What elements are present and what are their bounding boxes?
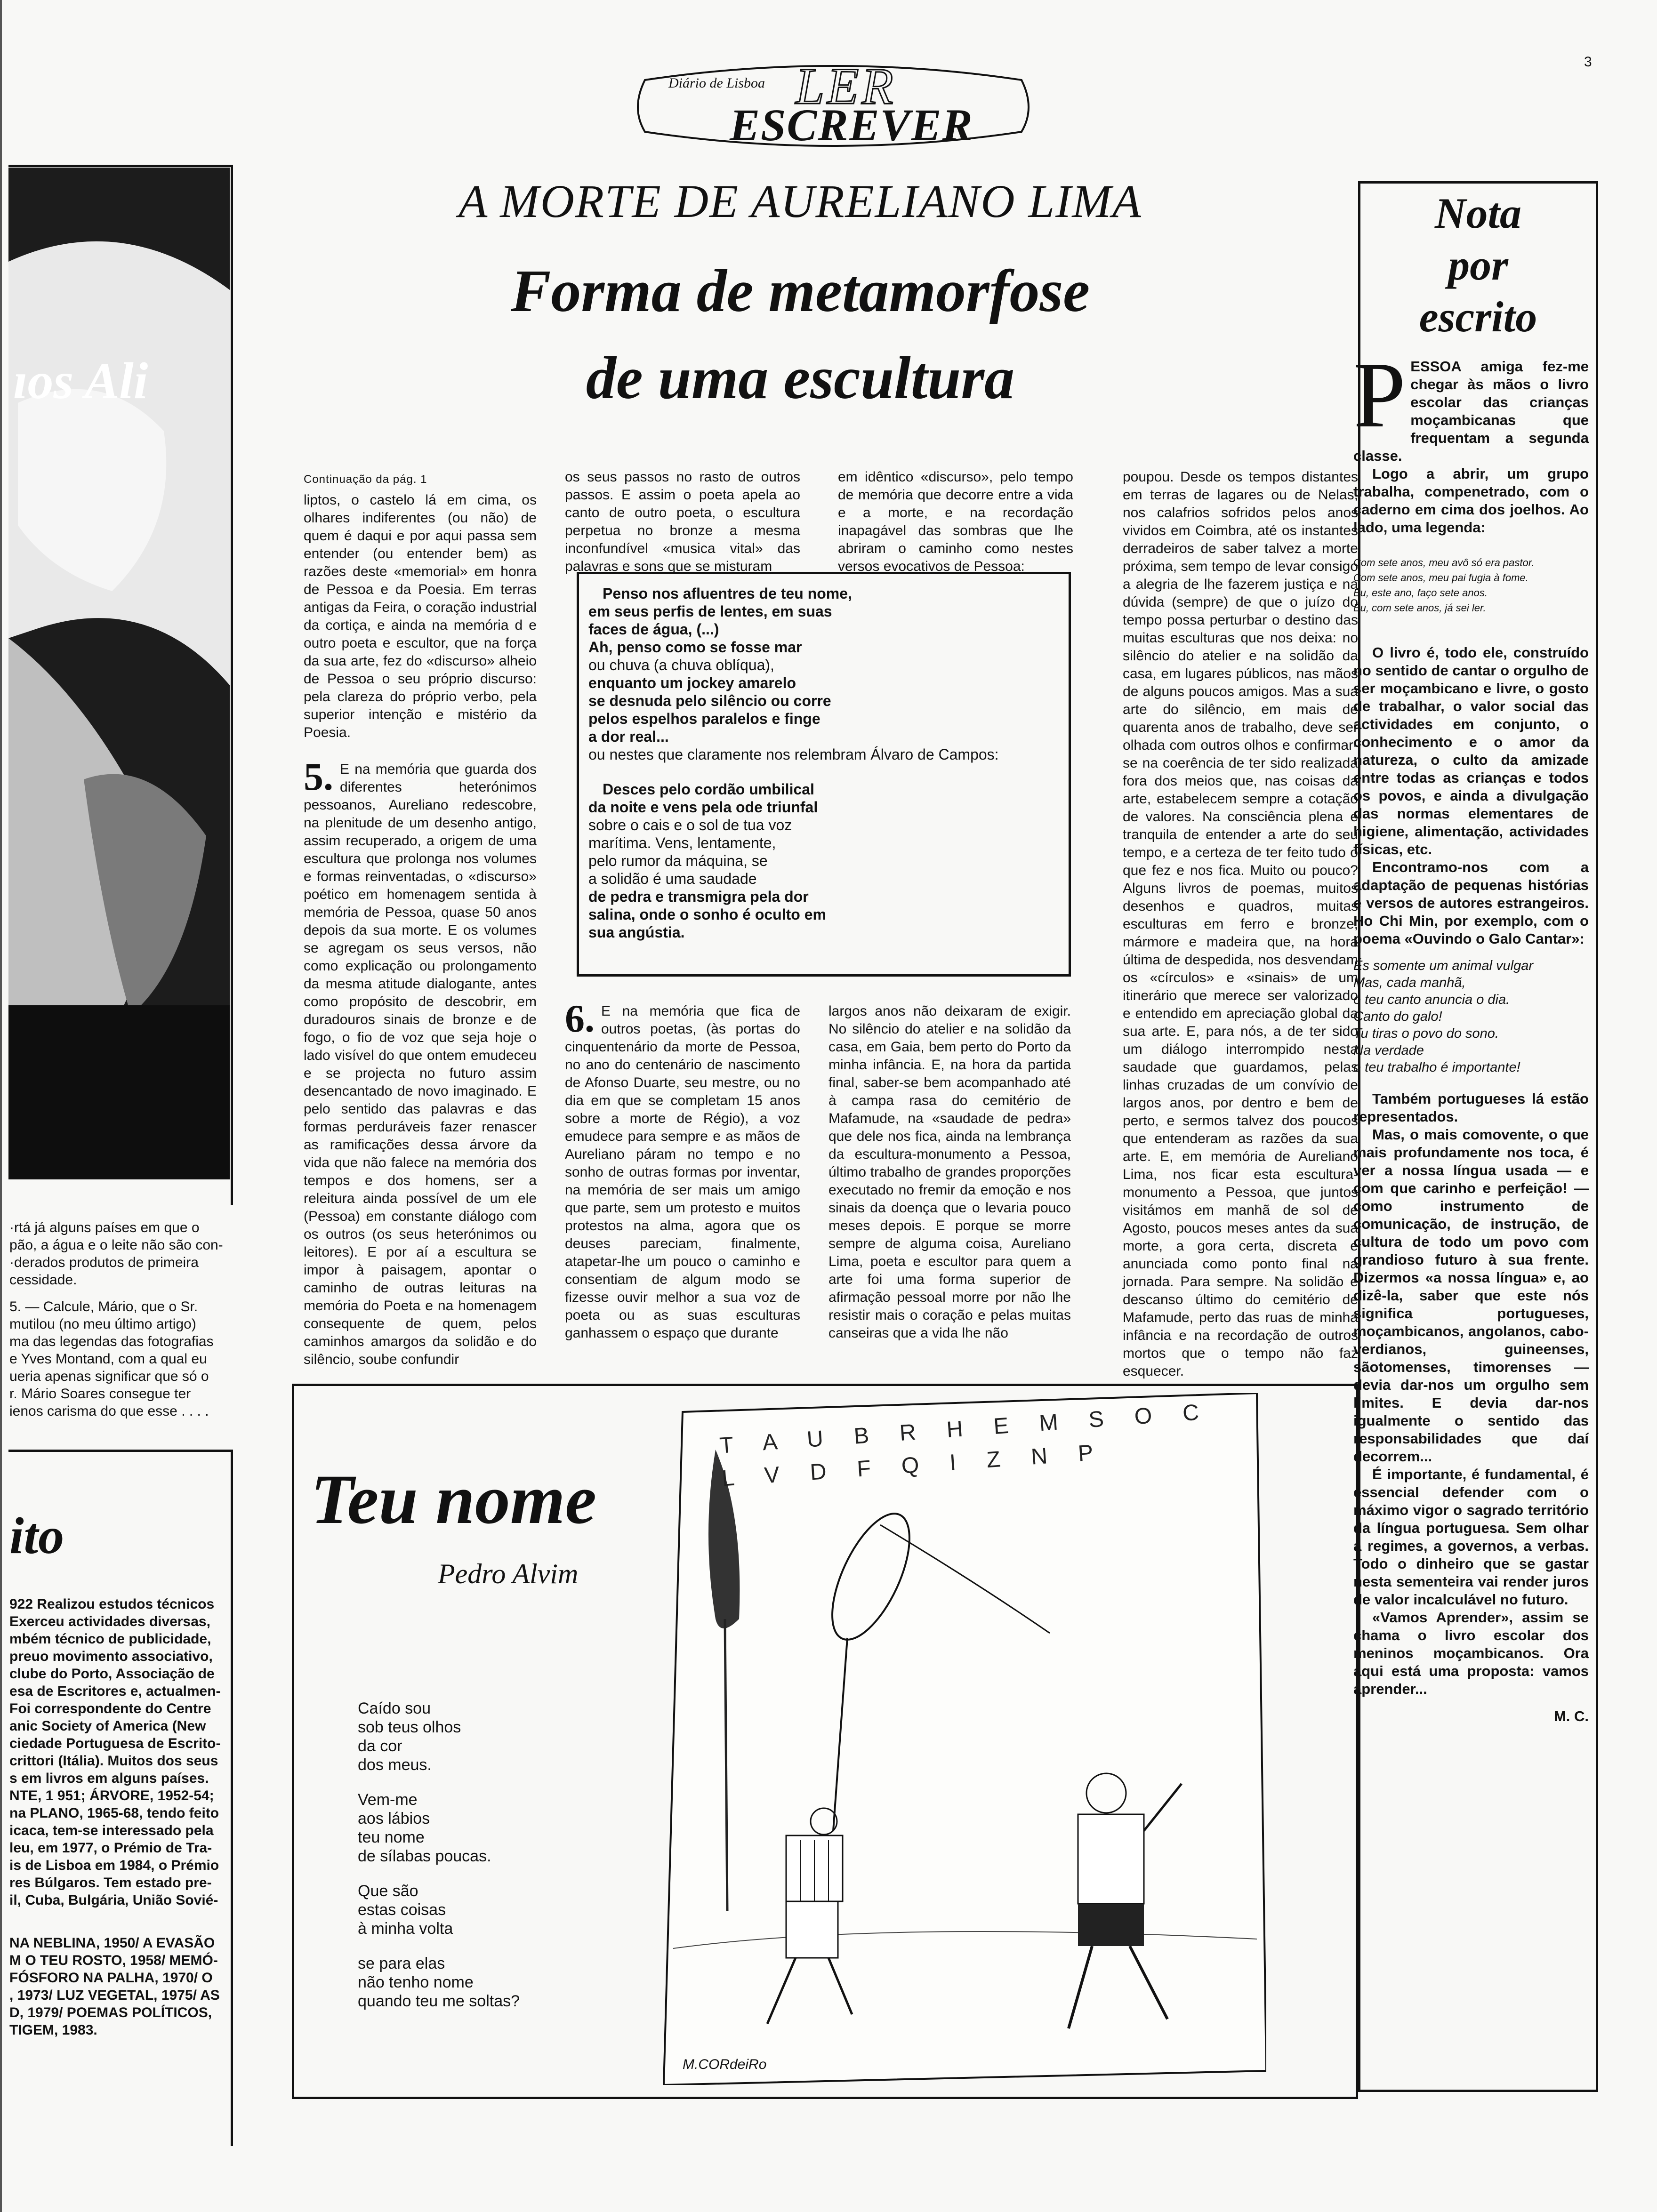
left-column-text xyxy=(9,1219,231,1420)
poem-line: ou nestes que claramente nos relembram Álvaro de Campos: xyxy=(588,746,999,763)
article-kicker: A MORTE DE AURELIANO LIMA xyxy=(458,175,1142,227)
sidebar-title-1: Nota xyxy=(1435,189,1521,237)
article-headline-1: Forma de metamorfose xyxy=(510,257,1090,324)
poem-verse: de sílabas poucas. xyxy=(358,1847,491,1865)
left-line: ienos carisma do que esse . . . . xyxy=(9,1403,209,1419)
left-line: ·derados produtos de primeira xyxy=(9,1255,199,1270)
page-number: 3 xyxy=(1584,54,1592,70)
teu-nome-poem xyxy=(358,1699,603,2011)
poem-line: em seus perfis de lentes, em suas xyxy=(588,603,832,620)
bio-line: res Búlgaros. Tem estado pre- xyxy=(9,1875,212,1891)
poem-verse: estas coisas xyxy=(358,1901,446,1919)
legend-line: Com sete anos, meu pai fugia à fome. xyxy=(1353,572,1528,584)
column-d-text: poupou. Desde os tempos distantes em terras de lagares ou de Nelas, nos calafrios sofridos pelos anos vividos em Coimbra, até os instantes derradeiros de saber talvez a morte próxima, sem tempo de levar consigo a alegria de lhe fazerem justiça e na dúvida (sempre) de que o juízo do tempo possa perturbar o destino das muitas esculturas que nos deixa: no silêncio do atelier e na solidão da casa, em lugares públicos, nas mãos de alguns poucos amigos. Mas a sua arte do silêncio, em mais de quarenta anos de trabalho, deve ser olhada com outros olhos e confirmar-se na coerência de ter sido realizada fora dos meios que, nas coisas da arte, estabelecem sempre a cotação de valores. Na consciência plena e tranquila de entender a arte do seu tempo, e a certeza de ter feito tudo o que fez e nos fica. Muito ou pouco? Alguns livros de poemas, muitos desenhos e quadros, muitas esculturas em ferro e bronze, mármore e madeira que, na hora última de despedida, nos desvendam os «círculos» e «sinais» de um itinerário que merece ser valorizado e entendido em apreciação global da sua arte. E, para nós, a de ter sido um diálogo interrompido nesta saudade que guardamos, pelas linhas cruzadas de um convívio de largos anos, por dentro e bem de perto, e sermos talvez dos poucos que entenderam as razões da sua arte. E, em memória de Aureliano Lima, nos ficar esta escultura-monumento a Pessoa, que juntos visitámos em manhã de sol de Agosto, poucos meses antes da sua morte, a gora certa, discreta e anunciada como ponto final na jornada. Para sempre. Na solidão e descanso último do cemitério de Mafamude, perto das ruas de minha infância e na recordação de outros mortos que o tempo não faz esquecer. xyxy=(1123,469,1358,1379)
left-divider xyxy=(8,1450,232,1452)
left-strip-top-rule xyxy=(8,165,232,167)
left-line: 5. — Calcule, Mário, que o Sr. xyxy=(9,1299,198,1314)
article-headline-2: de uma escultura xyxy=(586,345,1015,411)
poem-line: enquanto um jockey amarelo xyxy=(588,674,796,691)
bio-line: ciedade Portuguesa de Escrito- xyxy=(9,1736,221,1751)
sidebar-title-2: por xyxy=(1448,241,1508,289)
sidebar-paragraph: Também portugueses lá estão representados. xyxy=(1353,1090,1589,1125)
section-6 xyxy=(565,997,800,1342)
sidebar-paragraph: É importante, é fundamental, é essencial defender com o máximo vigor o sagrado território da língua portuguesa. Sem olhar a regimes, a governos, a verbas. Todo o dinheiro que se gastar nesta sementeira vai render juros de valor incalculável no futuro. xyxy=(1353,1466,1589,1608)
poem-line: Desces pelo cordão umbilical xyxy=(603,781,814,798)
galo-line: o teu trabalho é importante! xyxy=(1353,1060,1520,1075)
poem-verse: à minha volta xyxy=(358,1920,453,1938)
poem-line: Ah, penso como se fosse mar xyxy=(588,639,802,656)
illustration-drawing xyxy=(645,1393,1266,2085)
bio-line: NTE, 1 951; ÁRVORE, 1952-54; xyxy=(9,1788,214,1803)
galo-line: Na verdade xyxy=(1353,1043,1424,1058)
works-line: NA NEBLINA, 1950/ A EVASÃO xyxy=(9,1935,215,1951)
galo-line: Tu tiras o povo do sono. xyxy=(1353,1026,1499,1041)
works-line: M O TEU ROSTO, 1958/ MEMÓ- xyxy=(9,1953,218,1968)
sidebar-paragraph: Encontramo-nos com a adaptação de pequenas histórias e versos de autores estrangeiros. Ho Chi Min, por exemplo, com o poema «Ouvindo o Galo Cantar»: xyxy=(1353,859,1589,947)
poem-box-content xyxy=(588,585,1064,941)
poem-line: faces de água, (...) xyxy=(588,621,719,638)
poem-verse: quando teu me soltas? xyxy=(358,1992,520,2010)
masthead-ler: LER xyxy=(796,57,896,115)
bio-line: anic Society of America (New xyxy=(9,1718,206,1734)
article-column-b-top xyxy=(565,468,800,576)
legend-line: Eu, com sete anos, já sei ler. xyxy=(1353,602,1486,614)
poem-verse: Caído sou xyxy=(358,1699,431,1717)
section-6-text: E na memória que fica de outros poetas, (às portas do cinquentenário da morte de Pessoa, no ano do centenário de nascimento de Afonso Duarte, seu mestre, ou no dia em que se completam 15 anos sobre a morte de Régio), a voz emudece para sempre e as mãos de Aureliano páram no tempo e no sonho de outras formas por inventar, na memória de ser mais um amigo que parte, sem um protesto e muitos protestos na alma, agora que os deuses pareciam, finalmente, atapetar-lhe um pouco o caminho e consentiam de algum modo se fizesse ouvir melhor a sua voz de poeta ou as suas esculturas ganhassem o espaço que durante xyxy=(565,1003,800,1341)
poem-verse: dos meus. xyxy=(358,1756,432,1774)
sidebar-paragraph: Mas, o mais comovente, o que mais profundamente nos toca, é ver a nossa língua usada — e com que carinho e perfeição! — como instrumento de comunicação, de instrução, de cultura de todo um povo com grandioso futuro à sua frente. Dizermos «a nossa língua» e, ao dizê-la, saber que este nós significa portugueses, moçambicanos, angolanos, cabo-verdianos, guineenses, sãotomenses, timorenses — devia dar-nos um orgulho sem limites. E devia dar-nos igualmente o sentido das responsabilidades que daí decorrem... xyxy=(1353,1126,1589,1465)
galo-line: Mas, cada manhã, xyxy=(1353,975,1466,990)
article-column-c-bottom xyxy=(828,1002,1071,1342)
masthead-paper: Diário de Lisboa xyxy=(668,75,765,91)
sidebar-legend xyxy=(1353,555,1589,616)
works-line: FÓSFORO NA PALHA, 1970/ O xyxy=(9,1970,213,1986)
bio-line: s em livros em alguns países. xyxy=(9,1771,209,1786)
illustration-signature: M.CORdeiRo xyxy=(683,2057,767,2072)
poem-verse: sob teus olhos xyxy=(358,1718,461,1736)
column-a-text: liptos, o castelo lá em cima, os olhares indiferentes (ou não) de quem é daqui e por aqui passa sem entender (ou entender bem) as razões deste «memorial» em honra de Pessoa e da Poesia. Em terras antigas da Feira, o coração industrial da cortiça, e ainda na memória d e outro poeta e escultor, que na força da sua arte, fez do «discurso» alheio de Pessoa o seu próprio discurso: pela clareza do próprio verbo, pela superior intenção e mistério da Poesia. xyxy=(304,492,537,740)
poem-line: Penso nos afluentres de teu nome, xyxy=(603,585,852,602)
left-strip-border xyxy=(0,0,2,2212)
poem-line: ou chuva (a chuva oblíqua), xyxy=(588,657,774,673)
poem-box xyxy=(577,572,1071,977)
bio-line: Foi correspondente do Centre xyxy=(9,1701,211,1716)
galo-line: Canto do galo! xyxy=(1353,1009,1442,1024)
teu-nome-title: Teu nome xyxy=(311,1460,597,1539)
sidebar-paragraph: «Vamos Aprender», assim se chama o livro escolar dos meninos moçambicanos. Ora aqui está uma proposta: vamos aprender... xyxy=(1353,1609,1589,1697)
legend-line: Eu, este ano, faço sete anos. xyxy=(1353,587,1488,599)
article-column-b-bottom xyxy=(565,997,800,1342)
left-photo xyxy=(8,168,230,1179)
poem-line: se desnuda pelo silêncio ou corre xyxy=(588,692,831,709)
poem-line: sobre o cais e o sol de tua voz xyxy=(588,817,792,834)
article-column-c-top xyxy=(838,468,1073,576)
illustration-letters: T A U B R H E M S O C L V D F Q I Z N P xyxy=(718,1399,1212,1491)
sidebar-intro-text: ESSOA amiga fez-me chegar às mãos o livro escolar das crianças moçambicanas que frequentam a segunda classe. xyxy=(1353,358,1589,464)
left-line: mutilou (no meu último artigo) xyxy=(9,1316,196,1332)
galo-line: o teu canto anuncia o dia. xyxy=(1353,992,1510,1007)
poem-line: de pedra e transmigra pela dor xyxy=(588,888,809,905)
poem-verse: se para elas xyxy=(358,1955,445,1972)
photo-caption-fragment: ıos Ali xyxy=(13,352,148,409)
poem-verse: não tenho nome xyxy=(358,1973,474,1991)
bio-line: esa de Escritores e, actualmen- xyxy=(9,1683,221,1699)
bio-line: mbém técnico de publicidade, xyxy=(9,1631,211,1647)
poem-line: sua angústia. xyxy=(588,924,685,941)
section-5-text: E na memória que guarda dos diferentes heterónimos pessoanos, Aureliano redescobre, na plenitude de um desenho antigo, assim recuperado, a origem de uma escultura que prolonga nos volumes e formas reinventadas, o «discurso» poético em homenagem sentida à memória de Pessoa, quase 50 anos depois da sua morte. E os volumes se agregam os seus versos, não como explicação ou prolongamento da mesma atitude dialogante, antes como propósito de descobrir, em duradouros sinais de bronze e de fogo, o fio de voz que seja hoje o lado visível do que ontem emudeceu e se projecta no futuro assim desencantado de novo imaginado. E pelo sentido das palavras e das formas perduráveis fazer renascer as ramificações dessa árvore da vida que não falece na memória dos tempos e dos homens, ser a releitura ainda possível de um ele (Pessoa) em constante diálogo com os outros (os seus heterónimos ou leitores). E por aí a escultura se impor à paisagem, apontar o caminho de outras leituras na memória do Poeta e na homenagem consequente de quem, pelos caminhos amargos da solidão e do silêncio, soube confundir xyxy=(304,761,537,1367)
poem-line: pelo rumor da máquina, se xyxy=(588,852,768,869)
works-line: TIGEM, 1983. xyxy=(9,2022,97,2038)
section-6-number: 6. xyxy=(565,997,595,1041)
bio-line: na PLANO, 1965-68, tendo feito xyxy=(9,1805,219,1821)
poem-line: a dor real... xyxy=(588,728,669,745)
ito-heading: ito xyxy=(9,1507,64,1564)
teu-nome-author: Pedro Alvim xyxy=(438,1558,579,1589)
bio-text xyxy=(9,1595,231,1909)
bio-line: 922 Realizou estudos técnicos xyxy=(9,1596,215,1612)
drop-cap: P xyxy=(1353,343,1406,447)
poem-line: a solidão é uma saudade xyxy=(588,870,757,887)
galo-poem xyxy=(1353,957,1589,1076)
bio-line: icaca, tem-se interessado pela xyxy=(9,1823,214,1838)
sidebar-paragraph: O livro é, todo ele, construído no sentido de cantar o orgulho de ser moçambicano e livre, o gosto de trabalhar, o valor social das actividades em conjunto, o conhecimento e o amor da natureza, o culto da amizade entre todas as crianças e todos os povos, e ainda a divulgação das normas elementares de higiene, alimentação, actividades físicas, etc. xyxy=(1353,644,1589,858)
left-line: ueria apenas significar que só o xyxy=(9,1369,209,1384)
left-strip-right-rule xyxy=(231,165,233,1205)
column-c-bottom-text: largos anos não deixaram de exigir. No silêncio do atelier e na solidão da casa, em Gaia, bem perto do Porto da minha infância. E, na hora da partida final, saber-se bem acompanhado até à campa rasa do cemitério de Mafamude, na «saudade de pedra» que dele nos fica, ainda na lembrança da escultura-monumento a Pessoa, último trabalho de grandes proporções executado no fremir da emoção e nos sinais da doença que o levaria pouco meses depois. E porque se morre sempre de alguma coisa, Aureliano Lima, poeta e escultor para quem a arte foi uma forma superior de afirmação pessoal morre por não lhe resistir mais o coração e pelas muitas canseiras que a vida lhe não xyxy=(828,1003,1071,1341)
bio-line: Exerceu actividades diversas, xyxy=(9,1614,210,1629)
section-5-number: 5. xyxy=(304,755,333,799)
poem-verse: Que são xyxy=(358,1882,418,1900)
sidebar-title-3: escrito xyxy=(1419,293,1537,341)
photo-shapes xyxy=(8,168,230,1179)
works-text xyxy=(9,1934,231,2039)
bio-line: is de Lisboa em 1984, o Prémio xyxy=(9,1858,219,1873)
bio-line: clube do Porto, Associação de xyxy=(9,1666,215,1682)
poem-verse: aos lábios xyxy=(358,1810,430,1827)
masthead xyxy=(626,52,1040,160)
left-line: ·rtá já alguns países em que o xyxy=(9,1220,200,1235)
sidebar-paragraph: Logo a abrir, um grupo trabalha, compenetrado, com o caderno em cima dos joelhos. Ao lado, uma legenda: xyxy=(1353,465,1589,536)
poem-verse: Vem-me xyxy=(358,1791,418,1809)
sidebar-intro xyxy=(1353,343,1589,465)
bio-line: leu, em 1977, o Prémio de Tra- xyxy=(9,1840,212,1856)
left-line: cessidade. xyxy=(9,1272,77,1288)
continuation-note: Continuação da pág. 1 xyxy=(304,473,427,486)
sidebar-text xyxy=(1353,343,1589,1725)
poem-line: marítima. Vens, lentamente, xyxy=(588,834,776,851)
galo-line: És somente um animal vulgar xyxy=(1353,958,1533,973)
poem-line xyxy=(588,763,1064,780)
left-line: pão, a água e o leite não são con- xyxy=(9,1237,223,1253)
poem-verse: da cor xyxy=(358,1737,402,1755)
left-line xyxy=(9,1289,231,1298)
left-line: ma das legendas das fotografias xyxy=(9,1334,214,1349)
bio-line: preuo movimento associativo, xyxy=(9,1649,213,1664)
left-line: r. Mário Soares consegue ter xyxy=(9,1386,191,1402)
poem-line: pelos espelhos paralelos e finge xyxy=(588,710,820,727)
bio-line: crittori (Itália). Muitos dos seus xyxy=(9,1753,218,1769)
left-lower-right-rule xyxy=(231,1450,233,2146)
illustration xyxy=(645,1393,1266,2085)
bio-line: il, Cuba, Bulgária, União Sovié- xyxy=(9,1892,218,1908)
poem-line: salina, onde o sonho é oculto em xyxy=(588,906,826,923)
legend-line: Com sete anos, meu avô só era pastor. xyxy=(1353,557,1535,569)
sidebar-signature: M. C. xyxy=(1553,1708,1589,1724)
poem-line: da noite e vens pela ode triunfal xyxy=(588,799,818,816)
column-b-top-text: os seus passos no rasto de outros passos. E assim o poeta apela ao canto de outro poeta, o escultura perpetua no bronze a mesma inconfundível «musica vital» das palavras e sons que se misturam xyxy=(565,469,800,574)
column-c-top-text: em idêntico «discurso», pelo tempo de memória que decorre entre a vida e a morte, e na recordação inapagável das sombras que lhe abriram o caminho como nestes versos evocativos de Pessoa: xyxy=(838,469,1073,574)
works-line: , 1973/ LUZ VEGETAL, 1975/ AS xyxy=(9,1988,220,2003)
poem-verse: teu nome xyxy=(358,1828,425,1846)
works-line: D, 1979/ POEMAS POLÍTICOS, xyxy=(9,2005,212,2020)
left-line: e Yves Montand, com a qual eu xyxy=(9,1351,207,1367)
masthead-escrever: ESCREVER xyxy=(730,100,973,150)
section-5 xyxy=(304,755,537,1369)
article-column-d xyxy=(1123,468,1358,1380)
article-column-a xyxy=(304,471,537,1369)
